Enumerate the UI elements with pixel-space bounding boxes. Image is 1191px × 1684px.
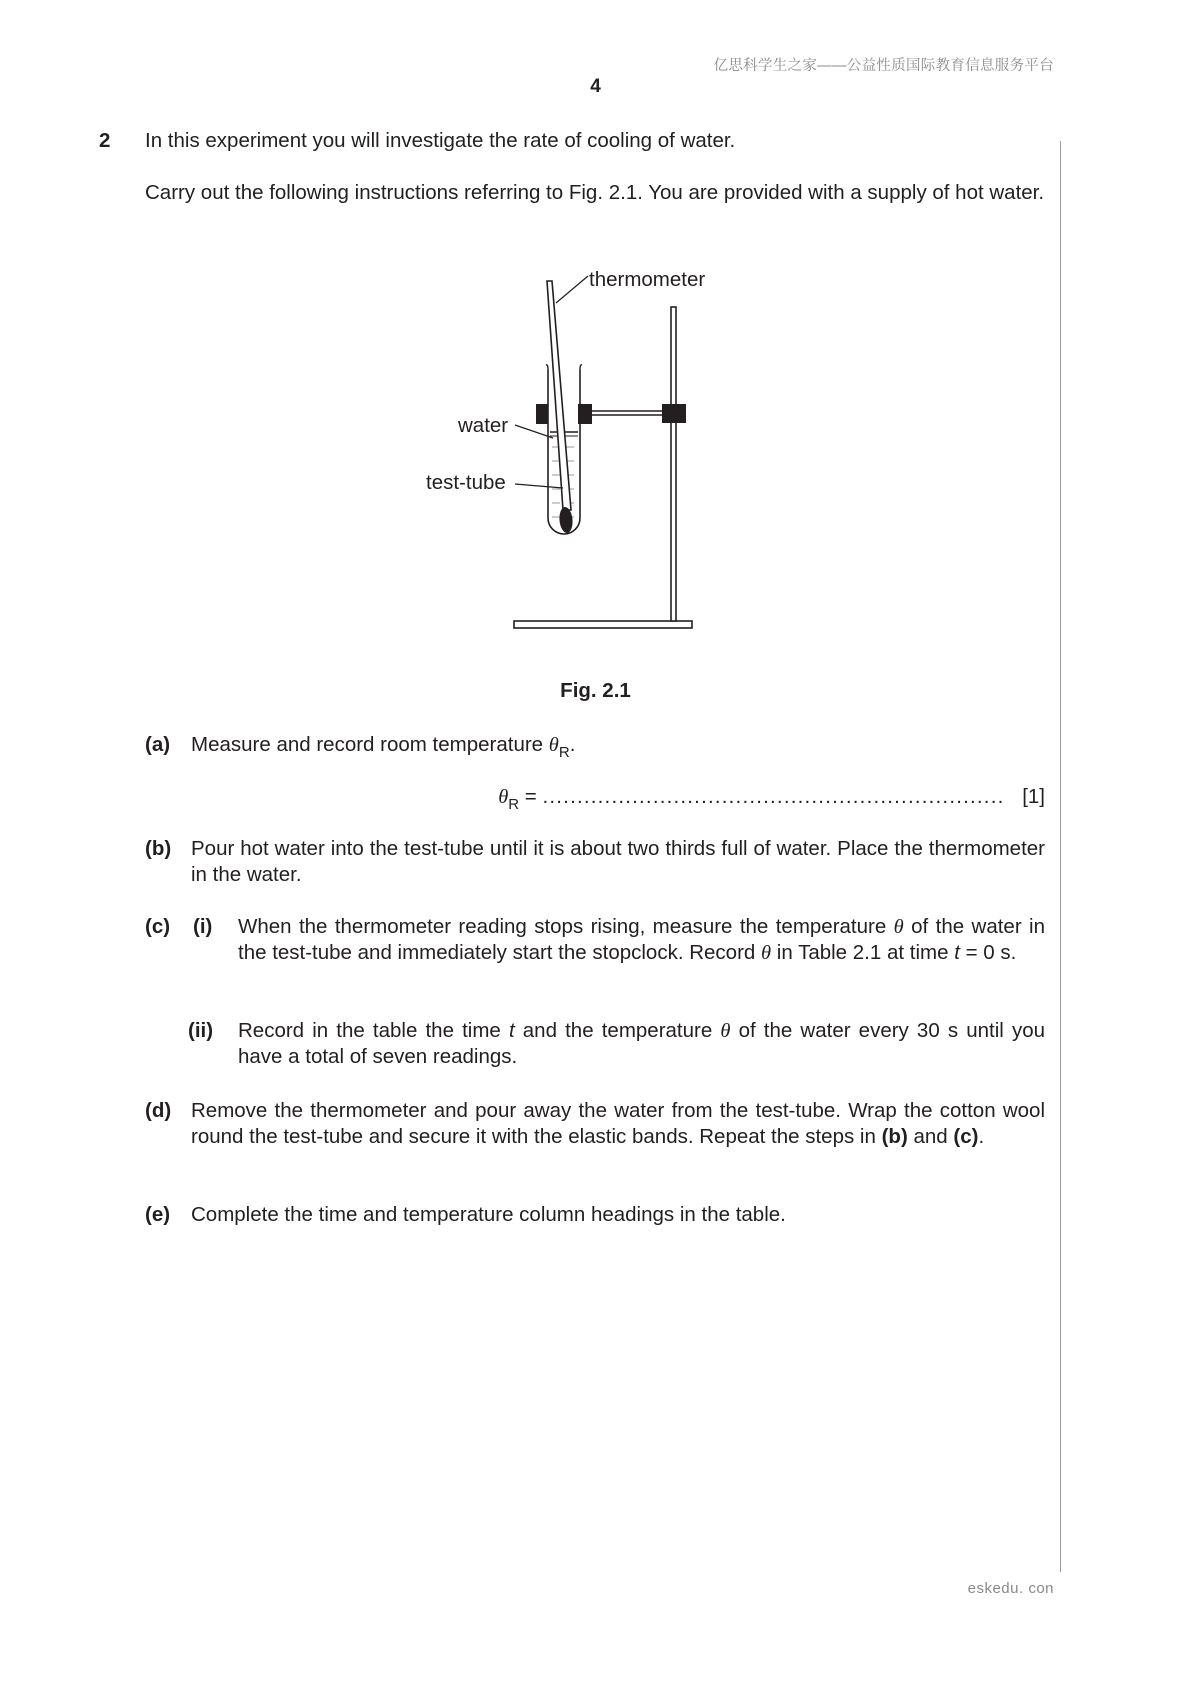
page-number: 4	[590, 76, 601, 97]
label-water: water	[458, 414, 509, 437]
stand-rod	[671, 307, 676, 621]
label-test-tube: test-tube	[426, 471, 506, 494]
part-a-answer-line: $\theta_R$ = ................................................................... [1]	[498, 785, 1045, 813]
theta-symbol: θ	[548, 734, 559, 756]
question-number: 2	[99, 129, 111, 152]
part-d-text: Remove the thermometer and pour away the water from the test-tube. Wrap the cotton wool round the test-tube and secure it with the elastic bands. Repeat the steps in (b) and (c).	[191, 1099, 1045, 1148]
clamp-jaw-left	[536, 404, 548, 424]
theta-symbol: θ	[761, 942, 772, 964]
part-c-i-text: When the thermometer reading stops rising, measure the temperature θ of the water in the test-tube and immediately start the stopclock. Record θ in Table 2.1 at time t = 0 s.	[238, 915, 1045, 964]
apparatus-diagram	[400, 260, 740, 640]
part-b-text: Pour hot water into the test-tube until it is about two thirds full of water. Place the thermometer in the water.	[191, 837, 1045, 886]
question-intro: In this experiment you will investigate the rate of cooling of water.	[145, 129, 736, 152]
part-a-label: (a)	[145, 733, 171, 756]
label-thermometer: thermometer	[589, 268, 706, 291]
part-e-text: Complete the time and temperature column headings in the table.	[191, 1203, 786, 1226]
margin-rule	[1060, 141, 1061, 1572]
stand-base	[514, 621, 692, 628]
answer-dots: ...................................................................	[542, 785, 1005, 808]
thermometer-stem	[547, 281, 571, 510]
part-c-ii-label: (ii)	[188, 1019, 214, 1042]
question-instructions: Carry out the following instructions referring to Fig. 2.1. You are provided with a supply of hot water.	[145, 181, 1045, 204]
part-a-text: Measure and record room temperature $\theta_R$.	[191, 733, 576, 761]
leader-test-tube	[515, 484, 563, 488]
part-c-label: (c)	[145, 915, 171, 938]
part-c-ii-text: Record in the table the time t and the temperature θ of the water every 30 s until you have a total of seven readings.	[238, 1019, 1045, 1068]
marks-a: [1]	[1022, 785, 1045, 808]
theta-symbol: θ	[498, 786, 509, 808]
part-b-label: (b)	[145, 837, 172, 860]
header-watermark: 亿思科学生之家——公益性质国际教育信息服务平台	[713, 58, 1054, 74]
footer-watermark: eskedu. con	[967, 1580, 1054, 1597]
part-c-i-label: (i)	[193, 915, 213, 938]
leader-thermometer	[556, 276, 588, 303]
theta-symbol: θ	[893, 916, 904, 938]
part-e-label: (e)	[145, 1203, 171, 1226]
figure-caption: Fig. 2.1	[560, 679, 631, 702]
part-d-label: (d)	[145, 1099, 172, 1122]
theta-symbol: θ	[720, 1020, 731, 1042]
boss-head	[662, 404, 686, 423]
